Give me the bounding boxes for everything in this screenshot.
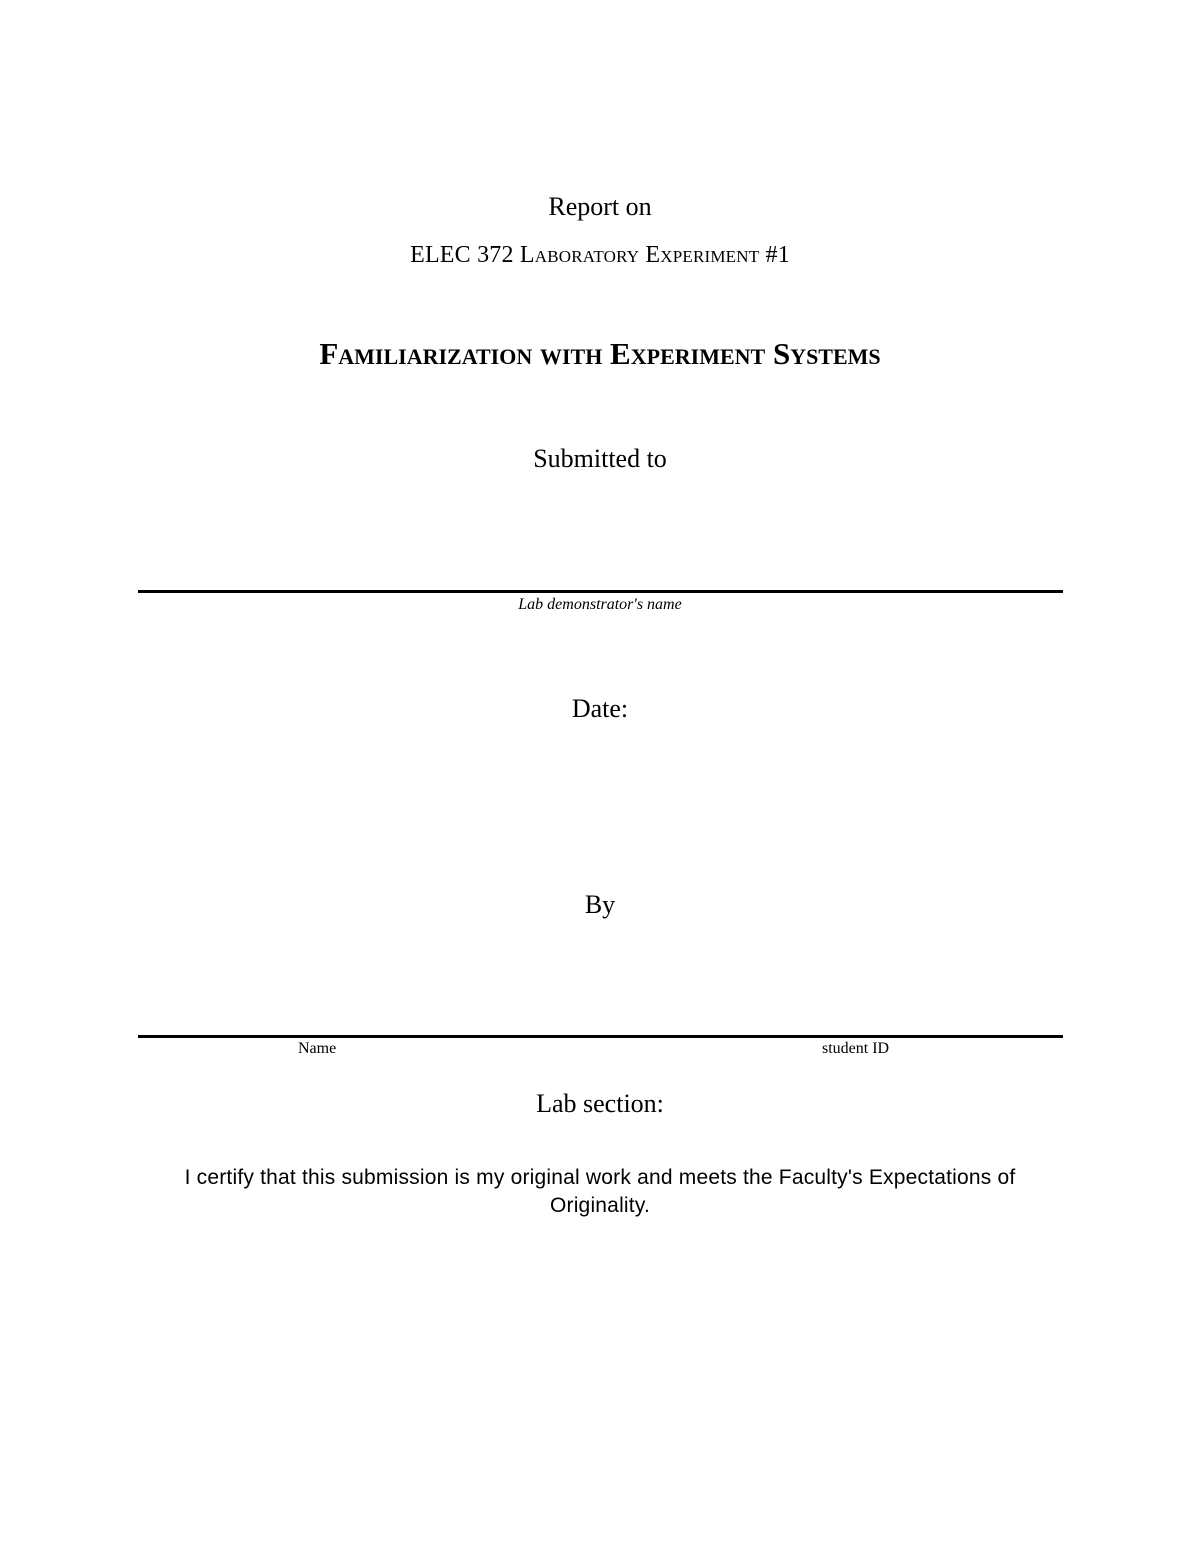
- name-caption: Name: [298, 1040, 337, 1057]
- course-experiment-line: ELEC 372 Laboratory Experiment #1: [410, 242, 790, 268]
- by-label: By: [584, 890, 616, 919]
- demonstrator-name-caption: Lab demonstrator's name: [518, 596, 682, 613]
- submitted-to-label: Submitted to: [533, 444, 667, 473]
- demonstrator-name-line: [138, 590, 1063, 593]
- report-title: Familiarization with Experiment Systems: [319, 336, 881, 371]
- student-info-line: [138, 1035, 1063, 1038]
- lab-section-label: Lab section:: [536, 1089, 664, 1118]
- date-label: Date:: [571, 694, 629, 723]
- originality-statement: I certify that this submission is my original work and meets the Faculty's Expectations of Originality.: [184, 1166, 1016, 1217]
- student-id-caption: student ID: [822, 1040, 890, 1057]
- report-on-label: Report on: [548, 192, 652, 221]
